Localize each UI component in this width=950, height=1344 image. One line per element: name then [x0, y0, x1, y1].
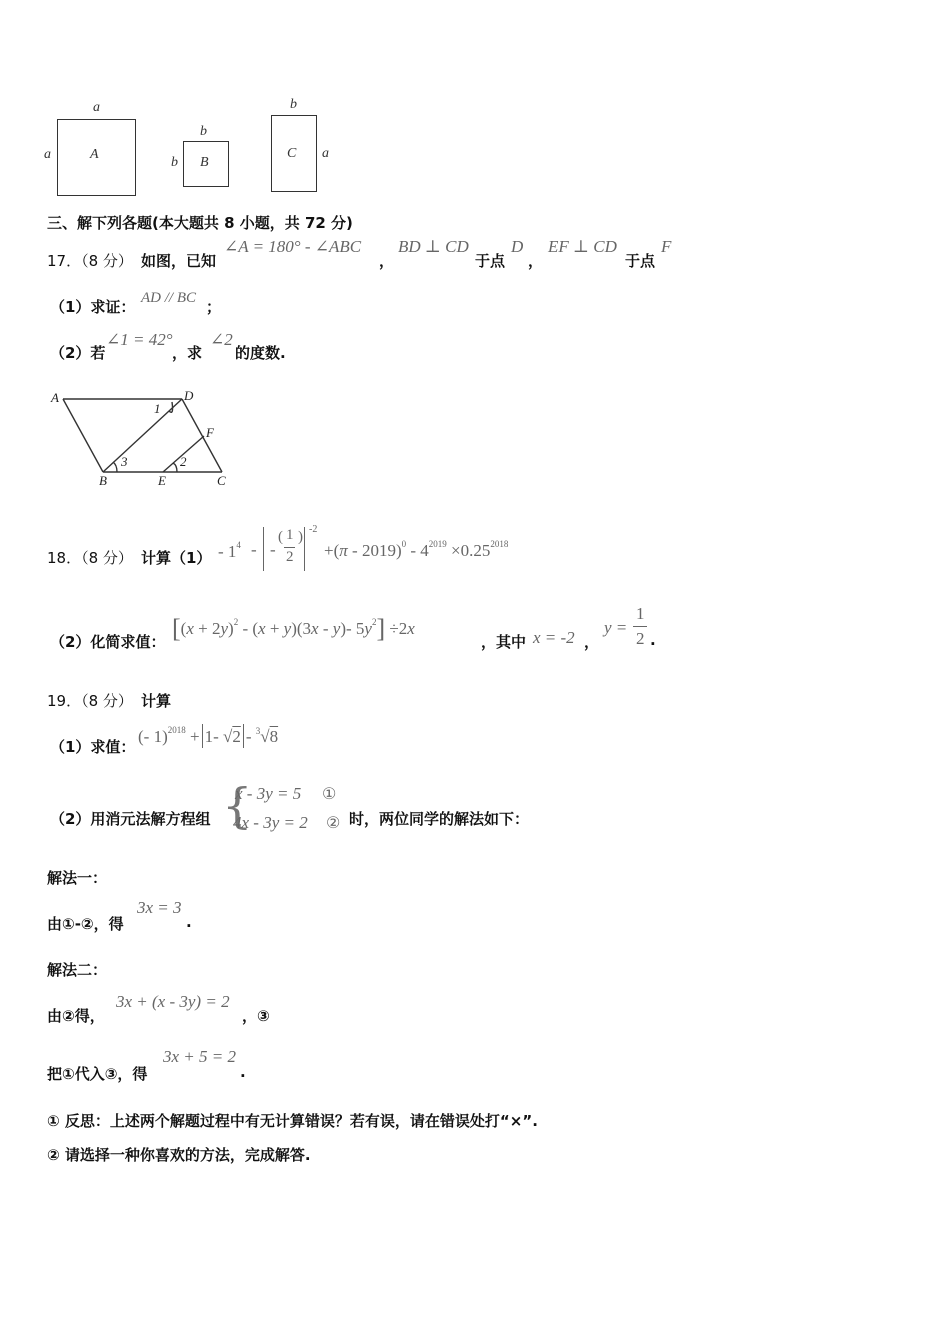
point-c: C: [217, 473, 226, 488]
angle-3-label: 3: [121, 454, 128, 469]
angle-3-arc: [113, 462, 117, 472]
angle-1-arc: [169, 402, 173, 412]
q17-intro: 如图，已知: [141, 252, 217, 270]
square-a-label: A: [90, 147, 99, 162]
q17-part1-label: （1）求证：: [50, 298, 136, 316]
q17-part2-label: （2）若: [50, 344, 106, 362]
q17-part2-mid: ，求: [172, 344, 203, 362]
method2-line-b: ，③: [242, 1007, 270, 1025]
square-b-label: B: [200, 155, 209, 170]
geometry-figure: [45, 385, 245, 490]
method2-eq2: 3x + 5 = 2: [163, 1047, 236, 1066]
point-e: E: [158, 473, 166, 488]
q18-frac-bar: [633, 626, 647, 627]
q17-point-d: D: [511, 237, 524, 256]
q18-part2-label: （2）化简求值：: [50, 633, 166, 651]
point-d: D: [184, 388, 194, 403]
angle-2-label: 2: [180, 454, 187, 469]
method2-eq: 3x + (x - 3y) = 2: [116, 992, 230, 1011]
system-brace: {: [222, 778, 253, 834]
method2-title: 解法二：: [47, 961, 108, 979]
q18-part2-tail: ，其中: [481, 633, 527, 651]
rect-c-label: C: [287, 146, 297, 161]
q19-eq1-mark: ①: [322, 786, 337, 803]
segment-ab: [63, 399, 103, 472]
segment-dc: [182, 399, 222, 472]
q17-foot1: 于点: [475, 252, 506, 270]
q17-expr3: EF ⊥ CD: [548, 237, 617, 256]
method1-dot: .: [186, 913, 192, 931]
q17-foot2: 于点: [625, 252, 656, 270]
q19-number: 19．（8 分）: [47, 692, 133, 710]
q19-part2-label: （2）用消元法解方程组: [50, 810, 211, 828]
square-a-side-label: a: [44, 147, 51, 162]
q17-part1-expr: AD // BC: [141, 290, 196, 306]
q17-point-f: F: [661, 237, 672, 256]
q19-eq1: x - 3y = 5: [235, 784, 302, 803]
q18-number: 18．（8 分）: [47, 549, 133, 567]
reflection-1: ① 反思：上述两个解题过程中有无计算错误？若有误，请在错误处打“×”.: [47, 1112, 538, 1130]
q19-eq2-mark: ②: [326, 815, 341, 832]
q18-title: 计算（1）: [141, 549, 212, 567]
point-a: A: [51, 390, 59, 405]
method1-line: 由①-②，得: [47, 915, 124, 933]
q17-part2-expr2: ∠2: [210, 330, 233, 349]
q19-part2-tail: 时，两位同学的解法如下：: [349, 810, 530, 828]
q18-dot: .: [650, 631, 656, 649]
point-f: F: [206, 425, 214, 440]
q17-part2-expr: ∠1 = 42°: [106, 330, 173, 349]
q17-part2-end: 的度数.: [235, 344, 286, 362]
angle-2-arc: [173, 463, 177, 472]
square-b-top-label: b: [200, 124, 207, 139]
q19-title: 计算: [141, 692, 172, 710]
method2-line-a: 由②得，: [47, 1007, 105, 1025]
q18-frac-den: 2: [636, 629, 645, 648]
q18-y-value: y =: [604, 618, 628, 637]
square-b-side-label: b: [171, 155, 178, 170]
rect-c-top-label: b: [290, 97, 297, 112]
segment-bd: [103, 399, 182, 472]
q18-x-value: x = -2: [533, 628, 575, 647]
q18-expr2: [$(x + 2y)^2 - (x + y)(3x - y)-$ $5y^2] \div 2x$: [172, 614, 415, 643]
q17-part1-end: ；: [206, 298, 222, 316]
section-title: 三、解下列各题(本大题共 8 小题，共 72 分): [47, 214, 353, 232]
q19-part1-label: （1）求值：: [50, 738, 136, 756]
q19-expr1: (- 1)$^{2018}$ + 1- √2 - $^3$√8: [138, 725, 279, 746]
q17-expr1: ∠A = 180° - ∠ABC: [224, 237, 362, 256]
q18-comma: ，: [584, 633, 600, 651]
q17-comma2: ，: [528, 252, 544, 270]
q17-expr2: BD ⊥ CD: [398, 237, 469, 256]
q19-eq2: 4x - 3y = 2: [233, 813, 308, 832]
method1-title: 解法一：: [47, 869, 108, 887]
square-a-top-label: a: [93, 100, 100, 115]
q17-comma: ，: [379, 252, 395, 270]
q17-number: 17．（8 分）: [47, 252, 133, 270]
method1-eq: 3x = 3: [137, 898, 182, 917]
rect-c-side-label: a: [322, 146, 329, 161]
reflection-2: ② 请选择一种你喜欢的方法，完成解答.: [47, 1146, 311, 1164]
method2-dot: .: [240, 1063, 246, 1081]
point-b: B: [99, 473, 107, 488]
angle-1-label: 1: [154, 401, 161, 416]
method2-line-c: 把①代入③，得: [47, 1065, 148, 1083]
q18-frac-num: 1: [636, 604, 645, 623]
